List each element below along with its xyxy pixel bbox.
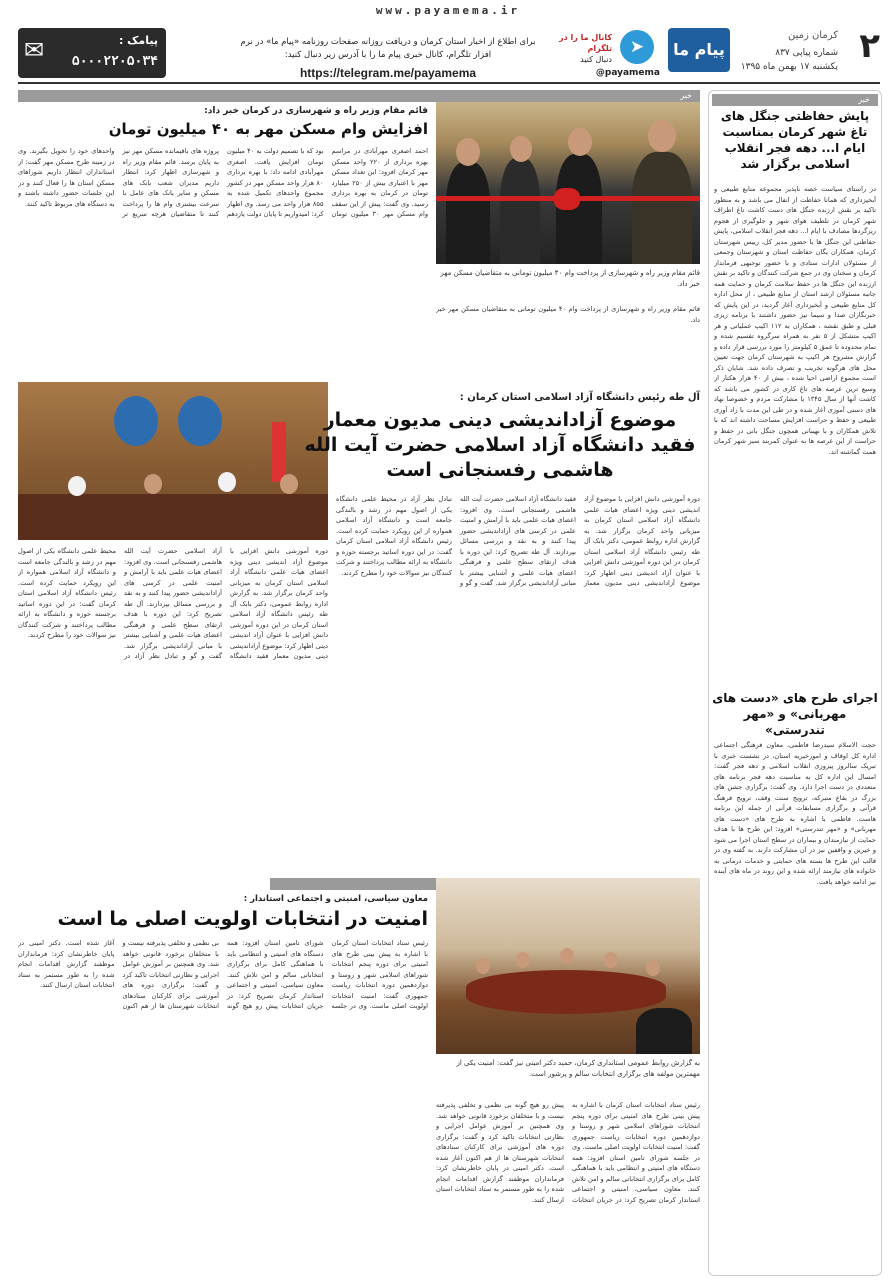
story2-headline: موضوع آزاداندیشی دینی مدیون معمار فقید دانشگاه آزاد اسلامی حضرت آیت الله هاشمی رفسنجانی است [304,409,696,481]
story3-body: رئیس ستاد انتخابات استان کرمان با اشاره به پیش بینی طرح های امنیتی برای دوره پنجم انتخابات شوراهای اسلامی شهر و روستا و دوازدهمین دوره انتخابات ریاست جمهوری گفت: امنیت انتخابات اولویت اصلی ماست. وی در جلسه شورای تامین استان افزود: همه دستگاه های امنیتی و انتظامی باید با هماهنگی کامل برای برگزاری انتخاباتی سالم و امن تلاش کنند. معاون سیاسی، امنیتی و اجتماعی استاندار کرمان تصریح کرد: در جریان انتخابات پیش رو هیچ گونه بی نظمی و تخلفی پذیرفته نیست و با متخلفان برخورد قانونی خواهد شد. وی همچنین بر آموزش عوامل اجرایی و نظارتی انتخابات تاکید کرد و گفت: برگزاری دوره های آموزشی برای کارکنان ستادهای انتخابات شهرستان ها از هم اکنون آغاز شده است. دکتر امینی در پایان خاطرنشان کرد: فرمانداران موظفند گزارش اقدامات انجام شده را به طور مستمر به ستاد انتخابات استان ارسال کنند. [18,939,428,1010]
ribbon-cutting-photo [436,102,700,264]
envelope-icon: ✉ [24,36,45,64]
story3-body-continued: رئیس ستاد انتخابات استان کرمان با اشاره به پیش بینی طرح های امنیتی برای دوره پنجم انتخابات شوراهای اسلامی شهر و روستا و دوازدهمین دوره انتخابات ریاست جمهوری گفت: امنیت انتخابات اولویت اصلی ماست. وی در جلسه شورای تامین استان افزود: همه دستگاه های امنیتی و انتظامی باید با هماهنگی کامل برای برگزاری انتخاباتی سالم و امن تلاش کنند. معاون سیاسی، امنیتی و اجتماعی استاندار کرمان تصریح کرد: در جریان انتخابات پیش رو هیچ گونه بی نظمی و تخلفی پذیرفته نیست و با متخلفان برخورد قانونی خواهد شد. وی همچنین بر آموزش عوامل اجرایی و نظارتی انتخابات تاکید کرد و گفت: برگزاری دوره های آموزشی برای کارکنان ستادهای انتخابات شهرستان ها از هم اکنون آغاز شده است. دکتر امینی در پایان خاطرنشان کرد: فرمانداران موظفند گزارش اقدامات انجام شده را به طور مستمر به ستاد انتخابات استان ارسال کنند. [436,1101,700,1204]
page-number: ۲ [859,26,880,66]
telegram-url[interactable]: https://telegram.me/payamema [299,66,477,80]
sms-number: ۵۰۰۰۲۲۰۵۰۳۴ [71,54,158,69]
sms-box [18,28,166,78]
sms-label: پیامک : [118,34,158,47]
story1-body: احمد اصغری مهرآبادی در مراسم بهره برداری از ۲۲۰ واحد مسکن مهر کرمان افزود: این تعداد مسکن مهر با اعتباری بیش از ۲۵۰ میلیارد تومان در کرمان به بهره برداری رسید. وی گفت: پیش از این سقف وام مسکن مهر ۳۰ میلیون تومان بود که با تصمیم دولت به ۴۰ میلیون تومان افزایش یافت. اصغری مهرآبادی ادامه داد: با بهره برداری ۸۰ هزار واحد مسکن مهر در کشور مجموع واحدهای تکمیل شده به ۸۵۵ هزار واحد می رسد. وی اظهار کرد: امیدواریم تا پایان دولت یازدهم پروژه های باقیمانده مسکن مهر نیز به پایان برسد. قائم مقام وزیر راه و شهرسازی اظهار کرد: انتظار داریم مدیران شعب بانک های مسکن و سایر بانک های عامل با سرعت بیشتری وام ها را پرداخت کنند تا متقاضیان هرچه سریع تر واحدهای خود را تحویل بگیرند. وی در زمینه طرح مسکن مهر گفت: از استانداران انتظار داریم شوراهای مسکن استان ها را فعال کنند و در این جلسات حضور داشته باشند و به دستگاه های مربوط تاکید کنند. [18,147,428,218]
follow-line1: کانال ما را در [559,33,612,42]
section-tag: خبر [712,94,878,106]
issue-date: یکشنبه ۱۷ بهمن ماه ۱۳۹۵ [740,62,838,72]
university-conference-photo [18,382,328,540]
story2-kicker: آل طه رئیس دانشگاه آزاد اسلامی استان کرمان : [459,392,700,403]
telegram-follow-note [546,32,612,65]
masthead [18,22,880,84]
telegram-icon[interactable]: ➤ [620,30,654,64]
section-tag: خبر [18,90,700,102]
story1-kicker: قائم مقام وزیر راه و شهرسازی در کرمان خبر داد: [204,106,428,116]
right-body-1: در راستای سیاست خصه ناپذیر مجموعه منابع طبیعی و آبخیزداری که همانا حفاظت از انفال می باشد و به منظور تاکید بر نقش ارزنده جنگل های دست کاشت تاغ اطراف شهر کرمان در تلطیف هوای شهر و جلوگیری از هجوم ریزگردها مصادف با ایام ا... دهه فجر انقلاب اسلامی، پایش حفاظتی این جنگل ها با حضور مدیر کل، رییس شهرستان کرمان، همکاران یگان حفاظت استان و شهرستان وجمعی از مسئولان ادارات ستادی و با حضور توجیهی فرماندار کرمان و سخنان وی در جمع شرکت کنندگان و تاکید بر نقش ارزنده این جنگل ها در حفظ سلامت کرمان و حمایت همه جانبه مسئولان ارشد استان از منابع طبیعی ، از محل اداره کل منابع طبیعی و آبخیزداری آغاز گردید، در این پایش که خبرنگاران صدا و سیما نیز حضور داشتند با برنامه ریزی قبلی و طبق نقشه ، همکاران به ۱۱۲ اکیپ عملیاتی و هر اکیپ متشکل از ۵ نفر به همراه سرگروه تقسیم شده و تمام محدوده تا عمق ۵ کیلومتر را مورد بررسی قرار داده و گزارش مشروح هر اکیپ به شهرستان کرمان جهت تعیین محل های هرگونه تخریب و تصرف داده شد. شایان ذکر است مجموع اراضی احیا شده ، بیش از ۴۰ هزار هکتار از وسیع ترین عرصه های تاغ کاری در کشور می باشد که کاشت آنها از سال ۱۳۴۵ با مشارکت مردم و خصوصا نهاد های دستی آموزی آغاز شده و در طی این مدت با زاد آوری طبیعی و حفظ و حراست افزایش مساحت داشته اند که با تلاش همکاران و با نهیبانی همچون جنگل بانی در حفظ و حراست از این عرصه ها به عنوان کمربند سبز شهر کرمان همت گماشته اند. [714,185,876,456]
story3-headline: امنیت در انتخابات اولویت اصلی ما است [57,908,428,930]
follow-line2: تلگرام [587,44,612,53]
right-headline-2: اجرای طرح های «دست های مهربانی» و «مهر تندرستی» [712,691,878,737]
security-meeting-photo [436,878,700,1054]
site-url[interactable]: www.payamema.ir [375,4,521,17]
story1-caption: قائم مقام وزیر راه و شهرسازی از پرداخت وام ۴۰ میلیون تومانی به متقاضیان مسکن مهر خبر داد. [440,269,700,288]
story1-body-continued: قائم مقام وزیر راه و شهرسازی از پرداخت وام ۴۰ میلیون تومانی به متقاضیان مسکن مهر خبر داد. [436,305,700,324]
right-headline-1: پایش حفاظتی جنگل های تاغ شهر کرمان بمناسبت ایام ا... دهه فجر انقلاب اسلامی برگزار شد [720,109,870,171]
newspaper-logo: پیام ما [668,28,730,72]
story3-caption: به گزارش روابط عمومی استانداری کرمان، حمید دکتر امینی نیز گفت: امنیت یکی از مهمترین مولفه های برگزاری انتخابات سالم و پرشور است. [456,1059,700,1078]
telegram-handle[interactable]: @payamema [595,68,660,78]
follow-line3: دنبال کنید [580,55,612,64]
issue-number: شماره پیاپی ۸۳۷ [775,48,838,58]
story2-body: دوره آموزشی دانش افزایی با موضوع آزاد اندیشی دینی ویژه اعضای هیات علمی دانشگاه آزاد اسلامی استان کرمان به میزبانی واحد کرمان برگزار شد. به گزارش اداره روابط عمومی، دکتر بابک آل طه رئیس دانشگاه آزاد اسلامی استان کرمان در این دوره آموزشی دانش افزایی با عنوان آزاد اندیشی دینی اظهار کرد: موضوع آزاداندیشی دینی مدیون معمار فقید دانشگاه آزاد اسلامی حضرت آیت الله هاشمی رفسنجانی است. وی افزود: اعضای هیات علمی باید با آرامش و امنیت علمی در کرسی های آزاداندیشی حضور پیدا کنند و به نقد و بررسی مسائل بپردازند. آل طه تصریح کرد: این دوره با هدف ارتقای سطح علمی و فرهنگی اعضای هیات علمی و آشنایی بیشتر با مبانی آزاداندیشی برگزار شد. گفت و گو و تبادل نظر آزاد در محیط علمی دانشگاه یکی از اصول مهم در رشد و بالندگی جامعه است و دانشگاه آزاد اسلامی همواره از این رویکرد حمایت کرده است. رئیس دانشگاه آزاد اسلامی استان کرمان گفت: در این دوره اساتید برجسته حوزه و دانشگاه به ارائه مطالب پرداختند و شرکت کنندگان نیز سوالات خود را مطرح کردند. [336,495,700,587]
story3-kicker: معاون سیاسی، امنیتی و اجتماعی استاندار : [243,894,428,904]
story2-body-continued: دوره آموزشی دانش افزایی با موضوع آزاد اندیشی دینی ویژه اعضای هیات علمی دانشگاه آزاد اسلامی استان کرمان به میزبانی واحد کرمان برگزار شد. به گزارش اداره روابط عمومی، دکتر بابک آل طه رئیس دانشگاه آزاد اسلامی استان کرمان در این دوره آموزشی دانش افزایی با عنوان آزاد اندیشی دینی اظهار کرد: موضوع آزاداندیشی دینی مدیون معمار فقید دانشگاه آزاد اسلامی حضرت آیت الله هاشمی رفسنجانی است. وی افزود: اعضای هیات علمی باید با آرامش و امنیت علمی در کرسی های آزاداندیشی حضور پیدا کنند و به نقد و بررسی مسائل بپردازند. آل طه تصریح کرد: این دوره با هدف ارتقای سطح علمی و فرهنگی اعضای هیات علمی و آشنایی بیشتر با مبانی آزاداندیشی برگزار شد. گفت و گو و تبادل نظر آزاد در محیط علمی دانشگاه یکی از اصول مهم در رشد و بالندگی جامعه است و دانشگاه آزاد اسلامی همواره از این رویکرد حمایت کرده است. رئیس دانشگاه آزاد اسلامی استان کرمان گفت: در این دوره اساتید برجسته حوزه و دانشگاه به ارائه مطالب پرداختند و شرکت کنندگان نیز سوالات خود را مطرح کردند. [18,547,328,660]
right-body-2: حجت الاسلام سیدرضا فاطمی، معاون فرهنگی اجتماعی اداره کل اوقاف و امورخیریه استان، در نشست خبری با تبریک سالروز پیروزی انقلاب اسلامی و دهه فجر گفت: امسال این اداره کل به مناسبت دهه فجر برنامه های متعددی در دست اجرا دارد. وی گفت: برگزاری جشن های بزرگ در بقاع متبرکه، ترویج سنت وقف، ترویج فرهنگ قرآنی و برگزاری مسابقات قرآنی از جمله این برنامه هاست. فاطمی با اشاره به طرح های «دست های مهربانی» و «مهر تندرستی» افزود: این طرح ها با هدف حمایت از نیازمندان و بیماران در سطح استان اجرا می شود و خیرین و واقفین نیز در آن مشارکت دارند. به گفته وی در قالب این طرح ها بسته های حمایتی و خدمات درمانی به خانواده های نیازمند ارائه شده و این روند در ماه های آینده نیز ادامه خواهد یافت. [714,741,876,886]
telegram-promo-text: برای اطلاع از اخبار استان کرمان و دریافت روزانه صفحات روزنامه «پیام ما» در نرم افزار تلگرام، کانال خبری پیام ما را با آدرس زیر دنبال کنید: [240,37,536,60]
story1-headline: افزایش وام مسکن مهر به ۴۰ میلیون تومان [108,120,428,138]
section-name: کرمان زمین [787,30,838,41]
